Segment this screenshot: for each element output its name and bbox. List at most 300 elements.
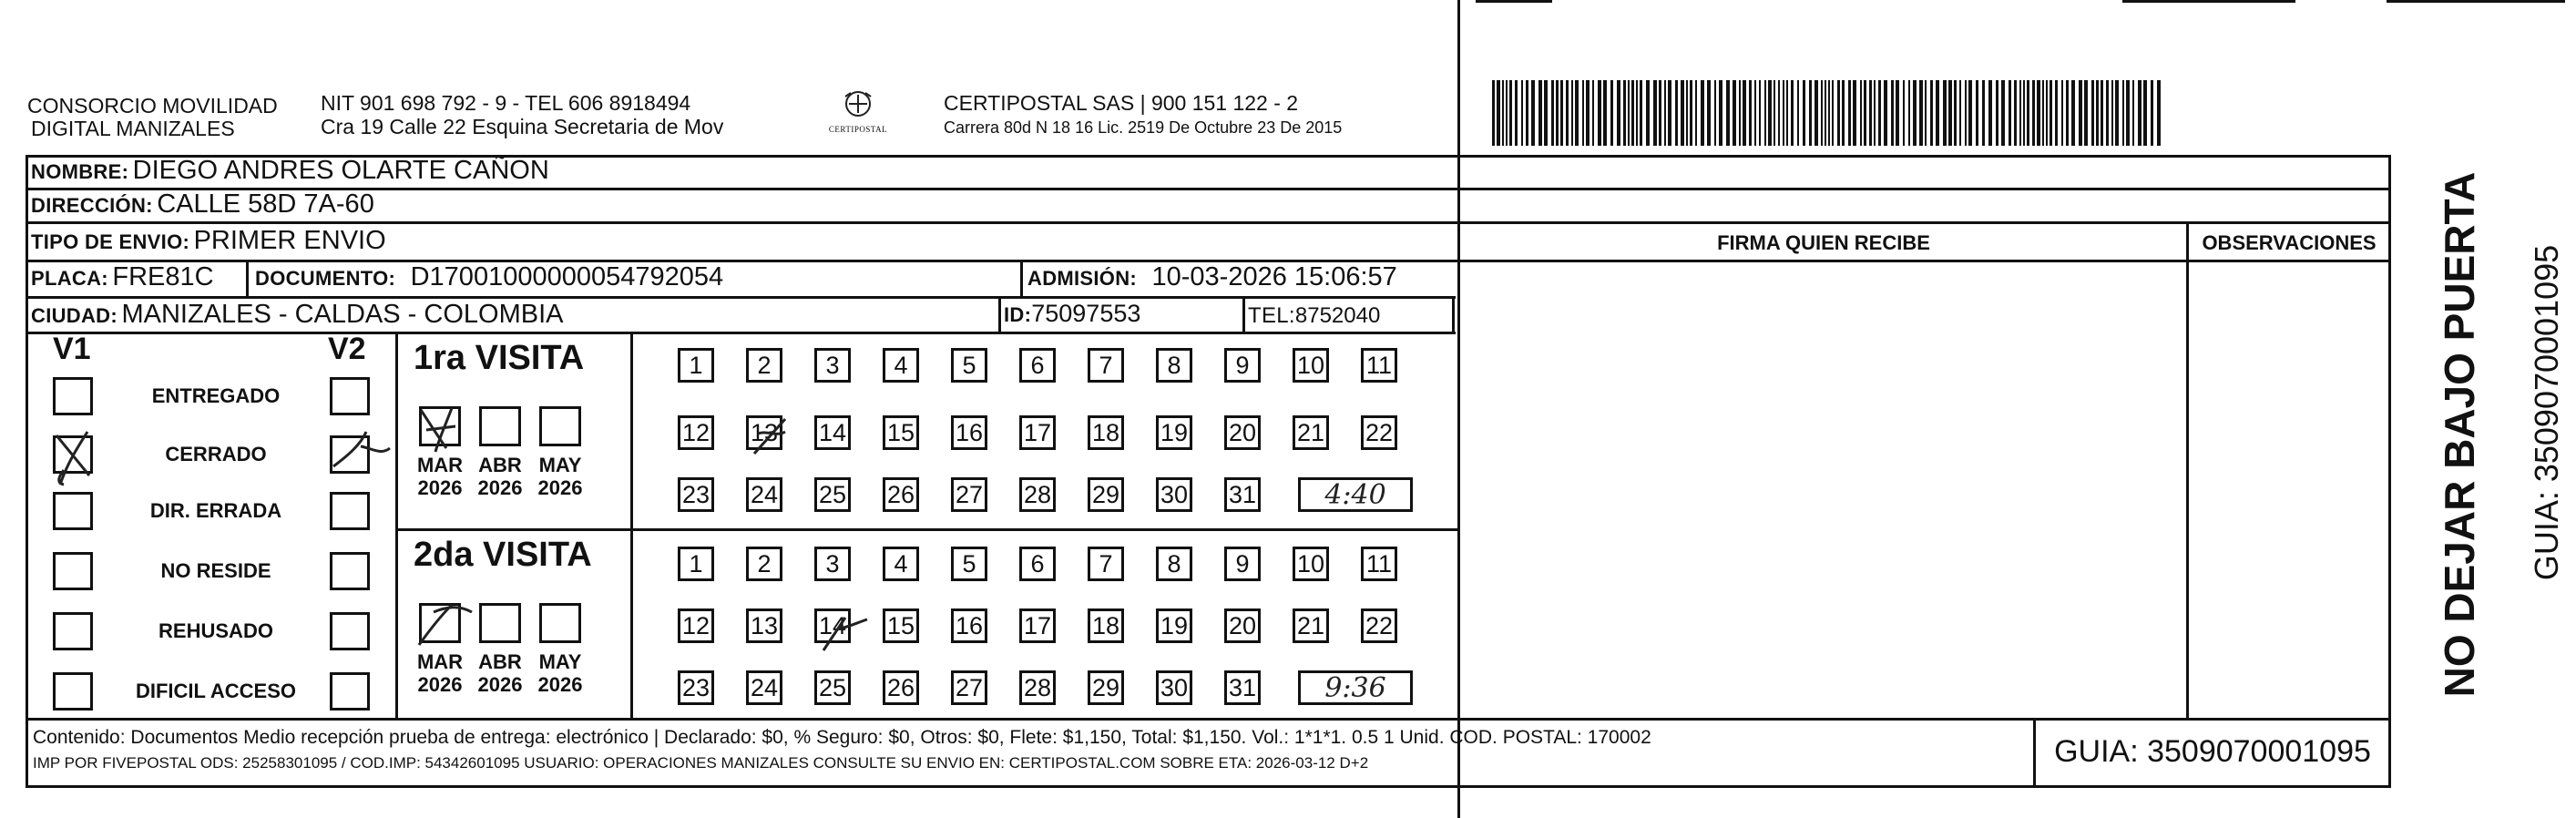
barcode-bar [1707,80,1711,146]
frame-right [2388,155,2391,788]
first-visit-month-box-abr[interactable] [479,406,521,446]
id-label: ID: [1004,303,1032,326]
barcode-bar [1965,80,1967,146]
month-year: 2026 [417,673,463,697]
barcode-bar [1778,80,1780,146]
second-visit-title: 2da VISITA [414,536,592,574]
second-visit-day-4[interactable]: 4 [883,547,919,581]
frame-row-2 [26,221,2390,224]
barcode-bar [1668,80,1671,146]
second-visit-day-7[interactable]: 7 [1088,547,1124,581]
first-visit-day-20[interactable]: 20 [1224,415,1261,450]
frame-obs-divider [2186,221,2189,721]
second-visit-day-9[interactable]: 9 [1224,547,1261,581]
frame-visit-grid [630,332,633,721]
barcode-bar [2126,80,2130,146]
barcode-bar [1566,80,1569,146]
frame-left [26,155,28,788]
no-dejar-warning: NO DEJAR BAJO PUERTA [2436,171,2483,698]
barcode-bar [2079,80,2082,146]
reason-label: ENTREGADO [151,384,281,407]
barcode-bar [1610,80,1613,146]
observaciones-header: OBSERVACIONES [2202,231,2377,254]
barcode-bar [2157,80,2161,146]
frame-row-4 [26,296,1456,299]
company-line-2: DIGITAL MANIZALES [31,117,235,141]
documento-value: D17001000000054792054 [410,262,724,291]
barcode-bar [1664,80,1666,146]
footer-contenido: Contenido: Documentos Medio recepción prueba de entrega: electrónico | Declarado: $0, % Seguro: $0, Otros: $0, Flete: $1,150, Total: $1,150. Vol.: 1*1*1. 0.5 1 Unid. COD. POSTAL: 170002 [33,727,1651,748]
tel-value: 8752040 [1294,303,1381,328]
barcode-bar [1603,80,1607,146]
first-visit-day-19[interactable]: 19 [1156,415,1192,450]
barcode-bar [2027,80,2029,146]
id-divider [998,296,1001,332]
barcode-bar [2143,80,2147,146]
v1-checkbox-3[interactable] [53,492,93,530]
barcode-bar [1768,80,1772,146]
barcode-bar [1739,80,1741,146]
first-visit-day-26[interactable]: 26 [883,477,919,512]
barcode-bar [1506,80,1508,146]
id-cell [1004,300,1140,328]
direccion-label: DIRECCIÓN: [31,194,153,217]
first-visit-day-mark [749,414,794,459]
month-year: 2026 [477,673,523,697]
barcode-bar [1631,80,1634,146]
barcode-bar [1640,80,1642,146]
side-guia-number: GUIA: 3509070001095 [2528,244,2565,581]
id-value: 75097553 [1031,300,1141,327]
v2-cerrado-mark [330,428,403,483]
first-visit-day-16[interactable]: 16 [951,415,987,450]
barcode-bar [1659,80,1661,146]
barcode-bar [1556,80,1559,146]
admision-label: ADMISIÓN: [1027,267,1138,290]
second-visit-day-27[interactable]: 27 [951,670,987,705]
barcode-bar [1675,80,1678,146]
barcode-bar [1636,80,1638,146]
second-visit-day-20[interactable]: 20 [1224,608,1261,643]
first-visit-day-17[interactable]: 17 [1019,415,1056,450]
first-visit-month-label [536,454,585,500]
barcode-bar [1936,80,1939,146]
barcode-bar [2001,80,2005,146]
placa-value: FRE81C [112,262,214,291]
barcode-bar [1842,80,1845,146]
first-visit-day-2[interactable]: 2 [746,348,782,383]
barcode-bar [2042,80,2044,146]
first-visit-day-13[interactable]: 13 [746,415,782,450]
barcode-bar [1803,80,1805,146]
second-visit-day-11[interactable]: 11 [1361,547,1397,581]
barcode-bar [1653,80,1657,146]
barcode-bar [2101,80,2103,146]
barcode-bar [1521,80,1523,146]
barcode-bar [1874,80,1876,146]
company-contact [321,91,723,139]
first-visit-day-8[interactable]: 8 [1156,348,1192,383]
documento-label: DOCUMENTO: [255,267,396,290]
barcode-bar [1681,80,1684,146]
v1-label: V1 [53,332,91,366]
v1-checkbox-5[interactable] [53,612,93,650]
month-name: ABR [478,650,522,673]
first-visit-day-29[interactable]: 29 [1088,477,1124,512]
barcode-bar [1821,80,1823,146]
barcode-bar [2106,80,2109,146]
barcode-bar [1919,80,1923,146]
second-visit-day-26[interactable]: 26 [883,670,919,705]
barcode-bar [1832,80,1834,146]
barcode-bar [1848,80,1851,146]
carrier-line: CERTIPOSTAL SAS | 900 151 122 - 2 [944,91,1299,115]
barcode-graphic [1490,80,2164,146]
second-visit-time-handwritten: 9:36 [1324,671,1386,704]
barcode-bar [2055,80,2058,146]
barcode-bar [1515,80,1518,146]
barcode-bar [1864,80,1866,146]
barcode-bar [1878,80,1881,146]
first-visit-day-9[interactable]: 9 [1224,348,1261,383]
second-visit-day-6[interactable]: 6 [1019,547,1056,581]
barcode-bar [1930,80,1933,146]
barcode-bar [1509,80,1512,146]
first-visit-month-label [475,454,525,500]
v1-checkbox-1[interactable] [53,377,93,415]
placa-cell [31,262,214,292]
barcode-bar [1976,80,1978,146]
first-visit-day-31[interactable]: 31 [1224,477,1261,512]
barcode-bar [2111,80,2113,146]
company-name [27,95,278,141]
second-visit-day-18[interactable]: 18 [1088,608,1124,643]
v1-cerrado-mark [51,428,106,492]
barcode-bar [2122,80,2124,146]
barcode-bar [1959,80,1961,146]
barcode-bar [1891,80,1894,146]
barcode-bar [1982,80,1985,146]
barcode-bar [1690,80,1692,146]
barcode-bar [1646,80,1650,146]
barcode-bar [1783,80,1784,146]
barcode-bar [1628,80,1630,146]
second-visit-day-15[interactable]: 15 [883,608,919,643]
tipo-envio-value: PRIMER ENVIO [193,226,386,255]
barcode-bar [2084,80,2088,146]
first-visit-day-27[interactable]: 27 [951,477,987,512]
frame-center-divider [1457,0,1460,818]
barcode-bar [1968,80,1972,146]
month-name: MAR [416,454,464,476]
barcode-bar [2151,80,2153,146]
second-visit-month-label [475,650,525,697]
barcode-bar [1988,80,1992,146]
tel-divider [1242,296,1245,332]
barcode-bar [1764,80,1766,146]
barcode-bar [1943,80,1947,146]
admision-divider [1020,260,1023,298]
second-visit-day-19[interactable]: 19 [1156,608,1192,643]
month-year: 2026 [537,673,583,697]
second-visit-day-23[interactable]: 23 [678,670,714,705]
barcode-bar [1560,80,1563,146]
barcode-bar [1884,80,1887,146]
tipo-envio-row [31,226,386,256]
tel-cell [1248,303,1380,329]
second-visit-day-28[interactable]: 28 [1019,670,1056,705]
second-visit-month-box-abr[interactable] [479,603,521,643]
barcode-bar [1896,80,1899,146]
month-name: MAY [538,454,582,476]
v2-checkbox-3[interactable] [330,492,370,530]
barcode-bar [2037,80,2040,146]
second-visit-month-label [536,650,585,697]
barcode-bar [1719,80,1722,146]
barcode-bar [2091,80,2094,146]
firma-header: FIRMA QUIEN RECIBE [1717,231,1930,254]
barcode-bar [2061,80,2063,146]
ciudad-value: MANIZALES - CALDAS - COLOMBIA [121,300,564,329]
second-visit-day-12[interactable]: 12 [678,608,714,643]
first-visit-day-3[interactable]: 3 [814,348,851,383]
barcode-bar [1853,80,1856,146]
documento-cell [255,262,723,292]
barcode-bar [2132,80,2134,146]
first-visit-day-30[interactable]: 30 [1156,477,1192,512]
first-visit-day-1[interactable]: 1 [678,348,714,383]
first-visit-month-box-may[interactable] [539,406,581,446]
barcode-bar [2032,80,2035,146]
barcode-bar [2050,80,2052,146]
second-visit-day-8[interactable]: 8 [1156,547,1192,581]
barcode-bar [2014,80,2017,146]
tel-label: TEL: [1248,303,1295,328]
direccion-value: CALLE 58D 7A-60 [157,189,374,219]
second-visit-month-box-may[interactable] [539,603,581,643]
row-4-right [1452,296,1455,332]
month-name: MAY [538,650,582,673]
barcode-bar [1592,80,1594,146]
frame-row-1 [26,188,2390,190]
barcode-bar [1759,80,1761,146]
second-visit-day-25[interactable]: 25 [814,670,851,705]
second-visit-day-13[interactable]: 13 [746,608,782,643]
barcode-bar [1828,80,1830,146]
second-visit-day-10[interactable]: 10 [1293,547,1329,581]
frame-footer-guia-divider [2033,718,2036,788]
second-visit-day-2[interactable]: 2 [746,547,782,581]
reason-label: NO RESIDE [160,559,271,582]
barcode-bar [2009,80,2011,146]
first-visit-day-25[interactable]: 25 [814,477,851,512]
second-visit-day-16[interactable]: 16 [951,608,987,643]
v2-checkbox-1[interactable] [330,377,370,415]
barcode-bar [1954,80,1957,146]
carrier-info [944,91,1342,138]
company-line-1: CONSORCIO MOVILIDAD [27,94,278,118]
v1-checkbox-6[interactable] [53,672,93,711]
second-visit-month-label [415,650,465,697]
v1-checkbox-4[interactable] [53,552,93,590]
first-visit-day-22[interactable]: 22 [1361,415,1397,450]
tipo-envio-label: TIPO DE ENVIO: [31,230,190,253]
reason-label: CERRADO [165,443,267,465]
barcode-bar [1837,80,1840,146]
barcode-bar [1598,80,1601,146]
barcode-bar [1786,80,1788,146]
barcode-bar [1733,80,1736,146]
barcode-bar [1551,80,1554,146]
footer-impresion: IMP POR FIVEPOSTAL ODS: 25258301095 / COD.IMP: 54342601095 USUARIO: OPERACIONES MANIZALES CONSULTE SU ENVIO EN: CERTIPOSTAL.COM SOBRE ETA: 2026-03-12 D+2 [33,754,1369,772]
barcode-bar [1497,80,1500,146]
barcode-bar [1774,80,1775,146]
v2-checkbox-6[interactable] [330,672,370,711]
v2-checkbox-5[interactable] [330,612,370,650]
barcode-bar [1908,80,1910,146]
second-visit-day-29[interactable]: 29 [1088,670,1124,705]
first-visit-time-box[interactable] [1298,477,1413,512]
barcode-bar [2023,80,2025,146]
second-visit-day-1[interactable]: 1 [678,547,714,581]
barcode-bar [1809,80,1812,146]
barcode-bar [1531,80,1535,146]
second-visit-day-24[interactable]: 24 [746,670,782,705]
frame-row-5 [26,332,1456,334]
barcode-bar [2096,80,2099,146]
second-visit-day-22[interactable]: 22 [1361,608,1397,643]
second-visit-day-31[interactable]: 31 [1224,670,1261,705]
nombre-value: DIEGO ANDRES OLARTE CAÑON [132,156,549,185]
first-visit-day-23[interactable]: 23 [678,477,714,512]
barcode-bar [1869,80,1872,146]
second-visit-day-3[interactable]: 3 [814,547,851,581]
month-year: 2026 [417,476,463,500]
barcode-bar [2138,80,2142,146]
barcode-bar [1814,80,1818,146]
first-visit-month-label [415,454,465,500]
first-visit-day-18[interactable]: 18 [1088,415,1124,450]
first-visit-day-12[interactable]: 12 [678,415,714,450]
month-name: MAR [416,650,464,673]
first-visit-day-28[interactable]: 28 [1019,477,1056,512]
barcode-bar [2046,80,2048,146]
reason-label: DIR. ERRADA [149,499,282,522]
reason-label: REHUSADO [158,619,273,642]
month-year: 2026 [537,476,583,500]
first-visit-day-10[interactable]: 10 [1293,348,1329,383]
barcode-bar [1996,80,1998,146]
direccion-row [31,189,374,220]
barcode-bar [1538,80,1542,146]
barcode-bar [1860,80,1862,146]
month-year: 2026 [477,476,523,500]
side-text-container [2405,155,2565,720]
first-visit-day-7[interactable]: 7 [1088,348,1124,383]
barcode-bar [1913,80,1917,146]
first-visit-day-14[interactable]: 14 [814,415,851,450]
barcode-bar [2019,80,2021,146]
v2-checkbox-4[interactable] [330,552,370,590]
barcode [1490,80,2164,146]
admision-cell [1027,262,1397,292]
first-visit-day-15[interactable]: 15 [883,415,919,450]
scan-edge-top-right [2122,0,2295,3]
barcode-bar [1754,80,1756,146]
address-line: Cra 19 Calle 22 Esquina Secretaria de Mov [321,115,724,139]
barcode-bar [1701,80,1704,146]
first-visit-day-5[interactable]: 5 [951,348,987,383]
barcode-bar [2115,80,2119,146]
barcode-bar [1544,80,1548,146]
barcode-bar [1575,80,1579,146]
frame-visit-split [395,528,1457,531]
second-visit-day-17[interactable]: 17 [1019,608,1056,643]
barcode-bar [1686,80,1688,146]
footer-guia: GUIA: 3509070001095 [2054,734,2371,769]
logo-emblem-icon [840,87,876,120]
barcode-bar [1617,80,1620,146]
signature-area[interactable] [1463,264,2182,714]
barcode-bar [2071,80,2075,146]
first-visit-time-handwritten: 4:40 [1324,478,1386,511]
barcode-bar [1948,80,1952,146]
observations-area[interactable] [2192,264,2385,714]
barcode-bar [1526,80,1528,146]
barcode-bar [1586,80,1590,146]
first-visit-day-24[interactable]: 24 [746,477,782,512]
second-visit-day-mark [818,610,873,656]
barcode-bar [1925,80,1927,146]
barcode-bar [1825,80,1826,146]
second-visit-day-5[interactable]: 5 [951,547,987,581]
first-visit-day-21[interactable]: 21 [1293,415,1329,450]
scan-edge-top [1476,0,1552,3]
second-visit-day-21[interactable]: 21 [1293,608,1329,643]
ciudad-cell [31,300,563,330]
carrier-address: Carrera 80d N 18 16 Lic. 2519 De Octubre 23 De 2015 [944,118,1343,137]
month-name: ABR [478,454,522,476]
nombre-label: NOMBRE: [31,160,129,183]
barcode-bar [1749,80,1752,146]
barcode-bar [1791,80,1794,146]
nit-line: NIT 901 698 792 - 9 - TEL 606 8918494 [321,91,691,115]
barcode-bar [1903,80,1905,146]
ciudad-label: CIUDAD: [31,304,118,327]
first-visit-day-11[interactable]: 11 [1361,348,1397,383]
second-visit-time-box[interactable] [1298,670,1413,705]
first-visit-title: 1ra VISITA [414,339,585,377]
second-visit-day-30[interactable]: 30 [1156,670,1192,705]
barcode-bar [1502,80,1504,146]
barcode-bar [1623,80,1626,146]
second-visit-day-14[interactable]: 14 [814,608,851,643]
first-visit-day-6[interactable]: 6 [1019,348,1056,383]
first-visit-mar-mark [415,403,470,457]
first-visit-day-4[interactable]: 4 [883,348,919,383]
barcode-bar [1695,80,1697,146]
frame-left-visits [395,332,398,721]
reason-label: DIFICIL ACCESO [135,680,296,702]
scan-edge-top-right-2 [2387,0,2565,3]
barcode-bar [1571,80,1573,146]
barcode-bar [1492,80,1495,146]
placa-label: PLACA: [31,267,108,290]
certipostal-logo [816,87,900,146]
barcode-bar [1726,80,1730,146]
barcode-bar [1582,80,1584,146]
placa-divider [246,260,249,298]
